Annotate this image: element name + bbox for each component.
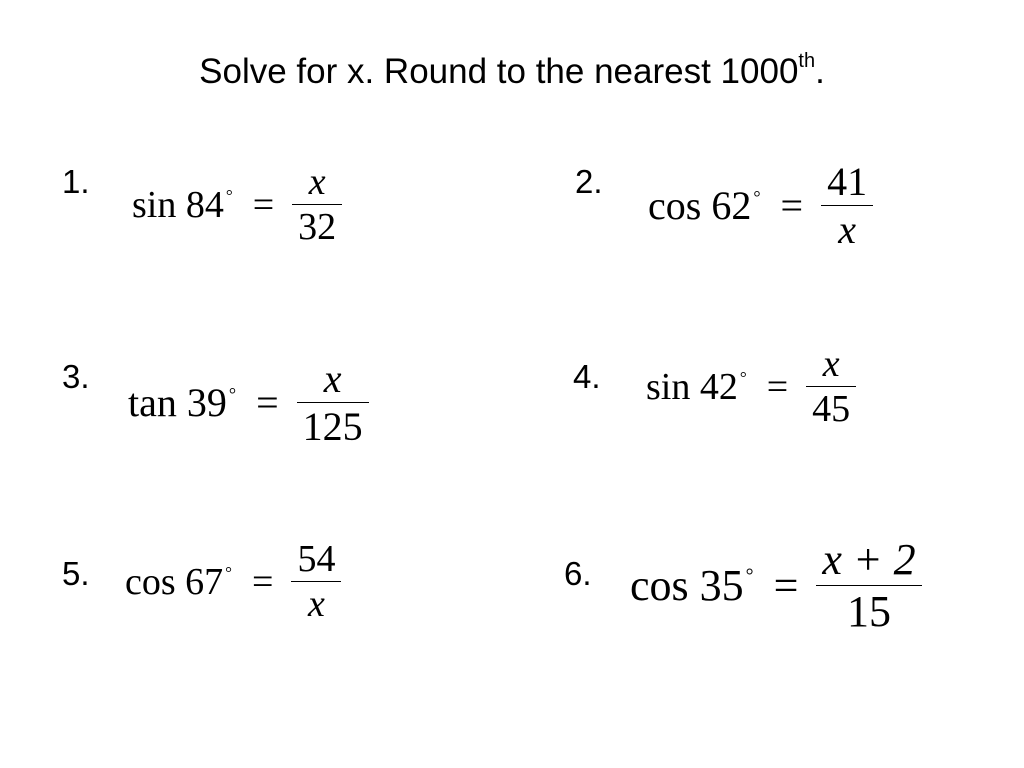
problem-6-equation — [630, 534, 922, 637]
problem-4-number: 4. — [573, 358, 601, 395]
angle-value: 39 — [186, 380, 227, 425]
function-name: sin — [646, 365, 691, 408]
degree-symbol: ° — [739, 368, 747, 388]
numerator: x — [308, 161, 326, 203]
problem-2-number: 2. — [575, 163, 603, 200]
denominator: x — [838, 207, 856, 252]
equals-sign: = — [766, 365, 789, 408]
denominator: 15 — [847, 587, 892, 636]
fraction — [821, 158, 873, 253]
equals-sign: = — [252, 183, 275, 226]
denominator: 125 — [302, 404, 363, 449]
function-name: cos — [648, 183, 702, 228]
equals-sign: = — [780, 183, 804, 228]
numerator: 41 — [827, 159, 868, 204]
angle-value: 84 — [185, 183, 224, 226]
degree-symbol: ° — [225, 186, 233, 206]
problem-6-lhs — [630, 560, 754, 611]
equals-sign: = — [256, 380, 279, 425]
problem-2-equation — [648, 158, 873, 253]
angle-value: 42 — [699, 365, 738, 408]
problem-5-equation — [125, 537, 341, 626]
problem-1-number: 1. — [62, 163, 90, 200]
numerator: x + 2 — [822, 535, 916, 584]
function-name: cos — [630, 561, 689, 610]
function-name: cos — [125, 560, 176, 603]
numerator: x — [822, 343, 840, 385]
equals-sign: = — [773, 561, 799, 610]
problem-4-lhs — [646, 365, 747, 409]
angle-value: 35 — [699, 561, 744, 610]
problem-3-lhs — [128, 379, 236, 426]
problem-1-equation — [132, 160, 342, 249]
numerator: x — [323, 356, 342, 401]
degree-symbol: ° — [753, 186, 761, 207]
problem-1-lhs — [132, 183, 233, 227]
angle-value: 67 — [185, 560, 224, 603]
denominator: 32 — [298, 206, 337, 248]
fraction — [292, 160, 342, 249]
fraction — [806, 342, 856, 431]
degree-symbol: ° — [745, 565, 754, 588]
title-text: Solve for x. Round to the nearest 1000 — [199, 52, 799, 91]
denominator: 45 — [812, 388, 851, 430]
angle-value: 62 — [711, 183, 752, 228]
fraction — [291, 537, 341, 626]
title-period: . — [815, 52, 825, 91]
problem-4-equation — [646, 342, 856, 431]
title-superscript: th — [798, 50, 816, 72]
numerator: 54 — [297, 538, 336, 580]
page-title — [0, 50, 1024, 94]
problem-3-number: 3. — [62, 358, 90, 395]
equals-sign: = — [252, 560, 274, 603]
problem-2-lhs — [648, 182, 761, 229]
problem-6-number: 6. — [564, 555, 592, 592]
fraction — [816, 534, 921, 637]
function-name: sin — [132, 183, 177, 226]
denominator: x — [308, 583, 325, 625]
problem-5-number: 5. — [62, 555, 90, 592]
degree-symbol: ° — [228, 383, 237, 404]
function-name: tan — [128, 380, 177, 425]
degree-symbol: ° — [225, 563, 232, 583]
fraction — [297, 355, 369, 450]
problem-3-equation — [128, 355, 369, 450]
problem-5-lhs — [125, 560, 232, 604]
